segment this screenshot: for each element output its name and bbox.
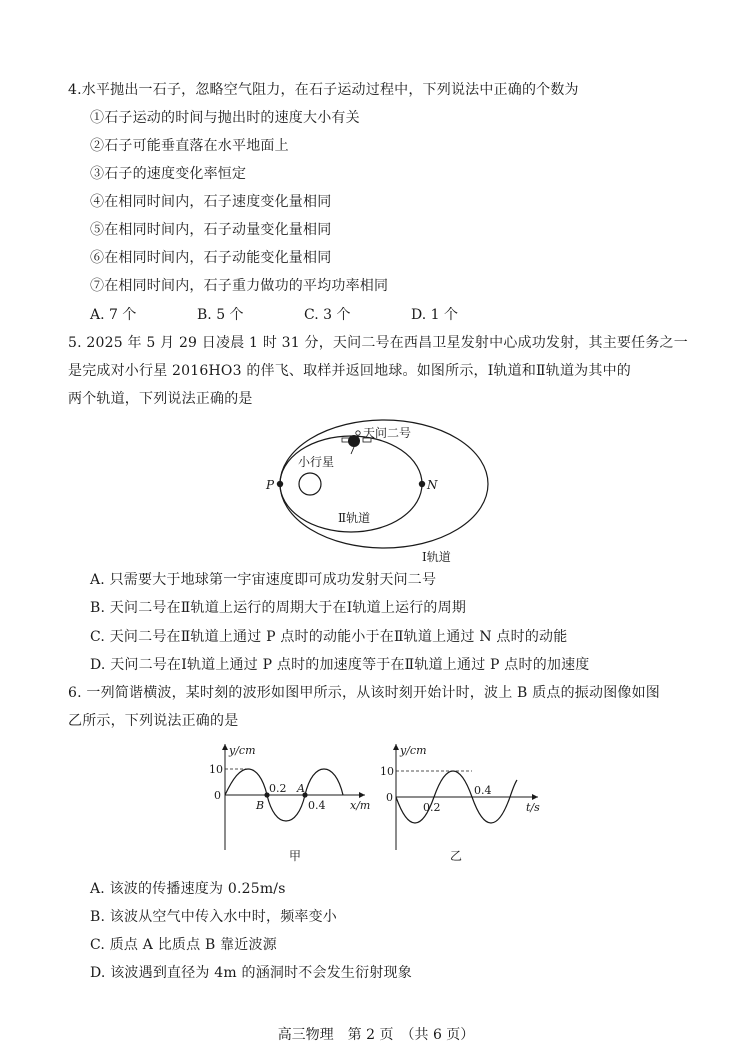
q6-stem-line-2: 乙所示，下列说法正确的是 [68,713,239,729]
q4-statement-7: ⑦在相同时间内，石子重力做功的平均功率相同 [90,278,389,294]
yi-y-axis-label: y/cm [400,744,427,757]
jia-caption: 甲 [289,849,302,863]
q4-statement-4: ④在相同时间内，石子速度变化量相同 [90,194,332,210]
yi-origin-label: 0 [386,791,393,804]
q4-stem: 4.水平抛出一石子，忽略空气阻力，在石子运动过程中，下列说法中正确的个数为 [68,82,579,98]
graph-yi [378,738,548,863]
q5-option-c: C. 天问二号在Ⅱ轨道上通过 P 点时的动能小于在Ⅱ轨道上通过 N 点时的动能 [90,629,568,645]
probe-label: 天问二号 [363,426,412,440]
jia-y-tick-10: 10 [209,763,223,776]
asteroid-label: 小行星 [298,455,335,469]
page-footer: 高三物理 第 2 页 （共 6 页） [277,1027,475,1043]
q5-option-a: A. 只需要大于地球第一宇宙速度即可成功发射天问二号 [90,572,437,588]
orbit-2-label: Ⅱ轨道 [338,511,371,525]
graph-jia [205,738,375,863]
point-p-label: P [266,478,275,492]
q4-statement-5: ⑤在相同时间内，石子动量变化量相同 [90,222,332,238]
q5-stem-line-1: 5. 2025 年 5 月 29 日凌晨 1 时 31 分，天问二号在西昌卫星发射中心成功发射，其主要任务之一 [68,335,688,351]
yi-x-tick-2: 0.4 [474,784,492,797]
jia-origin-label: 0 [214,789,221,802]
q4-statement-6: ⑥在相同时间内，石子动能变化量相同 [90,250,332,266]
q4-statement-1: ①石子运动的时间与抛出时的速度大小有关 [90,110,360,126]
jia-x-tick-2: 0.4 [308,799,326,812]
yi-x-axis-label: t/s [526,801,540,814]
yi-x-tick-1: 0.2 [423,801,441,814]
q6-option-d: D. 该波遇到直径为 4m 的涵洞时不会发生衍射现象 [90,965,412,981]
asteroid-circle [299,473,321,495]
q5-stem-line-3: 两个轨道，下列说法正确的是 [68,391,253,407]
jia-point-b-label: B [256,799,265,812]
point-n-dot [419,481,425,487]
q4-option-a: A. 7 个 [90,307,137,323]
orbit-figure [260,416,500,566]
jia-x-tick-1: 0.2 [269,782,287,795]
yi-y-tick-10: 10 [380,765,394,778]
jia-y-axis-label: y/cm [229,744,256,757]
q5-option-d: D. 天问二号在Ⅰ轨道上通过 P 点时的加速度等于在Ⅱ轨道上通过 P 点时的加速度 [90,657,590,673]
q6-option-c: C. 质点 A 比质点 B 靠近波源 [90,937,277,953]
q4-statement-2: ②石子可能垂直落在水平地面上 [90,138,289,154]
jia-point-a-label: A [297,782,305,795]
q6-option-a: A. 该波的传播速度为 0.25m/s [90,881,286,897]
q6-option-b: B. 该波从空气中传入水中时，频率变小 [90,909,337,925]
point-p-dot [277,481,283,487]
q4-option-b: B. 5 个 [197,307,244,323]
orbit-1-label: Ⅰ轨道 [422,550,451,564]
yi-caption: 乙 [450,849,463,863]
q5-stem-line-2: 是完成对小行星 2016HO3 的伴飞、取样并返回地球。如图所示，Ⅰ轨道和Ⅱ轨道为其中的 [68,363,631,379]
q4-option-d: D. 1 个 [411,307,458,323]
q4-statement-3: ③石子的速度变化率恒定 [90,166,247,182]
point-n-label: N [427,478,438,492]
jia-x-axis-label: x/m [350,799,371,812]
q4-option-c: C. 3 个 [304,307,351,323]
q4-options [90,305,518,325]
q6-stem-line-1: 6. 一列简谐横波，某时刻的波形如图甲所示，从该时刻开始计时，波上 B 质点的振动图像如图 [68,685,660,701]
q5-option-b: B. 天问二号在Ⅱ轨道上运行的周期大于在Ⅰ轨道上运行的周期 [90,600,467,616]
